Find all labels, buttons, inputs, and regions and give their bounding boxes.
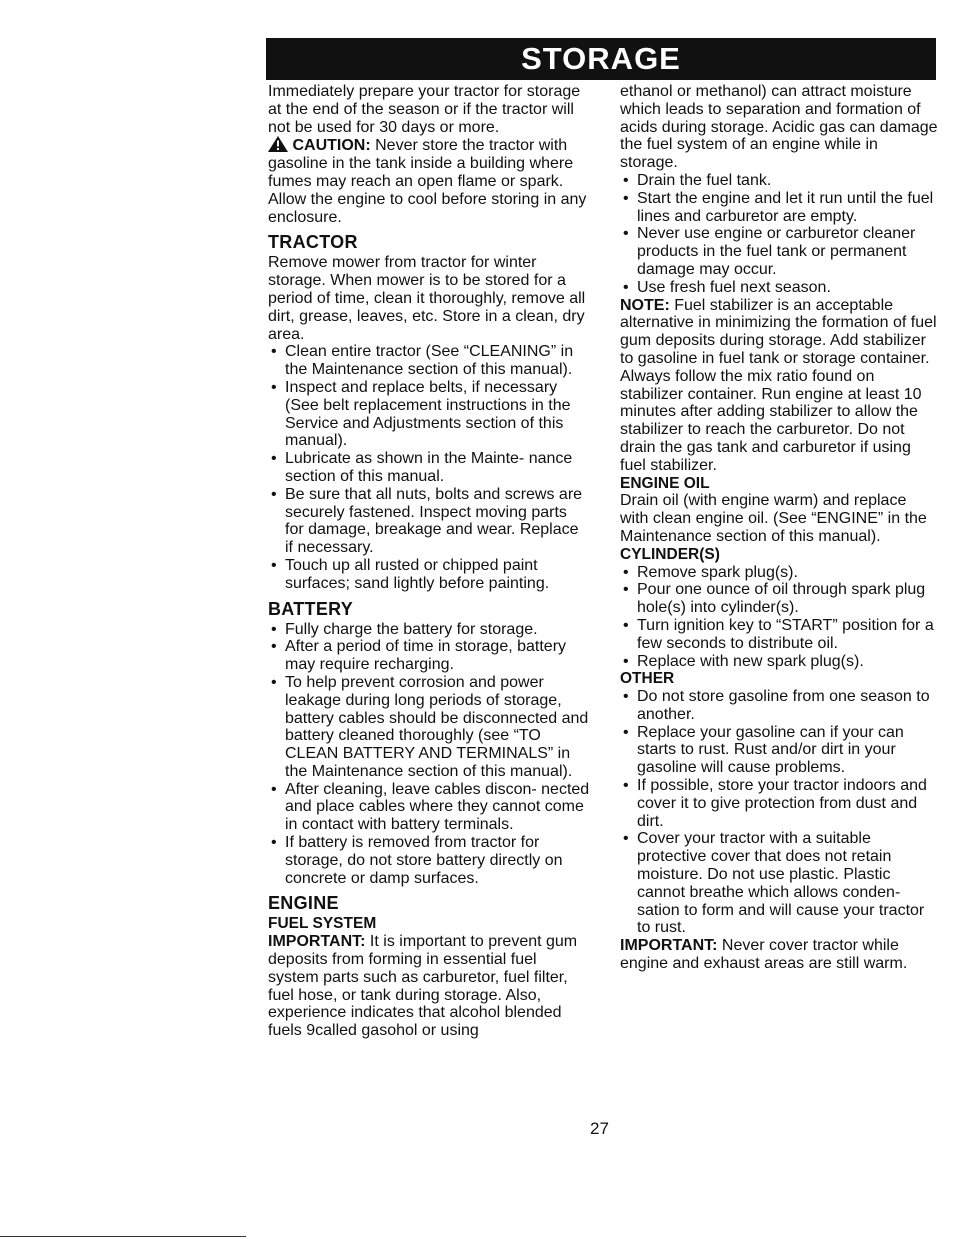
warning-triangle-icon bbox=[268, 136, 288, 152]
list-item: • If possible, store your tractor indoors and cover it to give protection from dust and dirt. bbox=[620, 777, 938, 830]
fuel-continued-paragraph: ethanol or methanol) can attract moisture which leads to separation and formation of acids during storage. Acidic gas can damage the fuel system of an engine while in storage. bbox=[620, 83, 938, 172]
list-item: • Remove spark plug(s). bbox=[620, 564, 938, 582]
footer-divider bbox=[0, 1236, 246, 1237]
tractor-heading: TRACTOR bbox=[268, 232, 358, 253]
list-item: • Fully charge the battery for storage. bbox=[268, 621, 590, 639]
list-item: • Lubricate as shown in the Mainte- nance section of this manual. bbox=[268, 450, 590, 486]
engine-oil-paragraph: Drain oil (with engine warm) and replace with clean engine oil. (See “ENGINE” in the Maintenance section of this manual). bbox=[620, 492, 927, 545]
list-item: • If battery is removed from tractor for storage, do not store battery directly on concrete or damp surfaces. bbox=[268, 834, 590, 887]
caution-text: Never store the tractor with gasoline in the tank inside a building where fumes may reach an open flame or spark. Allow the engine to cool before storing in any enclosure. bbox=[268, 137, 587, 226]
battery-list bbox=[268, 621, 590, 888]
fuel-list bbox=[620, 172, 938, 297]
list-item: • Touch up all rusted or chipped paint surfaces; sand lightly before painting. bbox=[268, 557, 590, 593]
list-item: • Pour one ounce of oil through spark plug hole(s) into cylinder(s). bbox=[620, 581, 938, 617]
battery-heading: BATTERY bbox=[268, 598, 354, 619]
list-item: • Drain the fuel tank. bbox=[620, 172, 938, 190]
intro-paragraph: Immediately prepare your tractor for storage at the end of the season or if the tractor will not be used for 30 days or more. bbox=[268, 83, 581, 136]
tractor-intro: Remove mower from tractor for winter storage. When mower is to be stored for a period of time, clean it thoroughly, remove all dirt, grease, leaves, etc. Store in a clean, dry area. bbox=[268, 254, 586, 343]
page-number: 27 bbox=[590, 1119, 609, 1138]
list-item: • After cleaning, leave cables discon- nected and place cables where they cannot come in contact with battery terminals. bbox=[268, 781, 590, 834]
important-paragraph bbox=[620, 937, 938, 973]
engine-oil-heading: ENGINE OIL bbox=[620, 474, 710, 492]
other-list bbox=[620, 688, 938, 937]
list-item: • Cover your tractor with a suitable protective cover that does not retain moisture. Do not use plastic. Plastic cannot breathe which allows conden- sation to form and will cause your tractor to rust. bbox=[620, 830, 938, 937]
list-item: • Inspect and replace belts, if necessary (See belt replacement instructions in the Service and Adjustments section of this manual). bbox=[268, 379, 590, 450]
list-item: • Replace with new spark plug(s). bbox=[620, 653, 938, 671]
page-title: STORAGE bbox=[521, 41, 681, 76]
list-item: • After a period of time in storage, battery may require recharging. bbox=[268, 638, 590, 674]
right-column bbox=[620, 83, 938, 973]
list-item: • To help prevent corrosion and power leakage during long periods of storage, battery cables should be disconnected and battery cleaned thoroughly (see “TO CLEAN BATTERY AND TERMINALS” in the Maintenance section of this manual). bbox=[268, 674, 590, 781]
cylinders-heading: CYLINDER(S) bbox=[620, 545, 720, 563]
list-item: • Clean entire tractor (See “CLEANING” in the Maintenance section of this manual). bbox=[268, 343, 590, 379]
note-paragraph bbox=[620, 297, 938, 475]
list-item: • Replace your gasoline can if your can starts to rust. Rust and/or dirt in your gasoline will cause problems. bbox=[620, 724, 938, 777]
list-item: • Do not store gasoline from one season to another. bbox=[620, 688, 938, 724]
left-column bbox=[268, 83, 590, 1040]
important-text: It is important to prevent gum deposits from forming in essential fuel system parts such as carburetor, fuel filter, fuel hose, or tank during storage. Also, experience indicates that alcohol blended fuels 9called gasohol or using bbox=[268, 933, 578, 1040]
note-label: NOTE: bbox=[620, 296, 670, 314]
page-title-banner bbox=[266, 38, 936, 80]
engine-heading: ENGINE bbox=[268, 893, 339, 914]
note-text: Fuel stabilizer is an acceptable alternative in minimizing the formation of fuel gum deposits during storage. Add stabilizer to gasoline in fuel tank or storage container. Always follow the mix ratio found on stabilizer container. Run engine at least 10 minutes after adding stabilizer to allow the stabilizer to reach the carburetor. Do not drain the gas tank and carburetor if using fuel stabilizer. bbox=[620, 296, 937, 474]
other-heading: OTHER bbox=[620, 670, 675, 688]
cylinders-list bbox=[620, 564, 938, 671]
fuel-system-heading: FUEL SYSTEM bbox=[268, 915, 377, 933]
list-item: • Be sure that all nuts, bolts and screws are securely fastened. Inspect moving parts for damage, breakage and wear. Replace if necessary. bbox=[268, 486, 590, 557]
list-item: • Use fresh fuel next season. bbox=[620, 279, 938, 297]
list-item: • Never use engine or carburetor cleaner products in the fuel tank or permanent damage may occur. bbox=[620, 225, 938, 278]
important-label: IMPORTANT: bbox=[268, 933, 366, 951]
list-item: • Start the engine and let it run until the fuel lines and carburetor are empty. bbox=[620, 190, 938, 226]
caution-paragraph bbox=[268, 136, 590, 226]
important-label: IMPORTANT: bbox=[620, 937, 718, 955]
important-text: Never cover tractor while engine and exhaust areas are still warm. bbox=[620, 937, 908, 973]
fuel-important-paragraph bbox=[268, 933, 590, 1040]
caution-label: CAUTION: bbox=[292, 137, 371, 155]
list-item: • Turn ignition key to “START” position for a few seconds to distribute oil. bbox=[620, 617, 938, 653]
tractor-list bbox=[268, 343, 590, 592]
